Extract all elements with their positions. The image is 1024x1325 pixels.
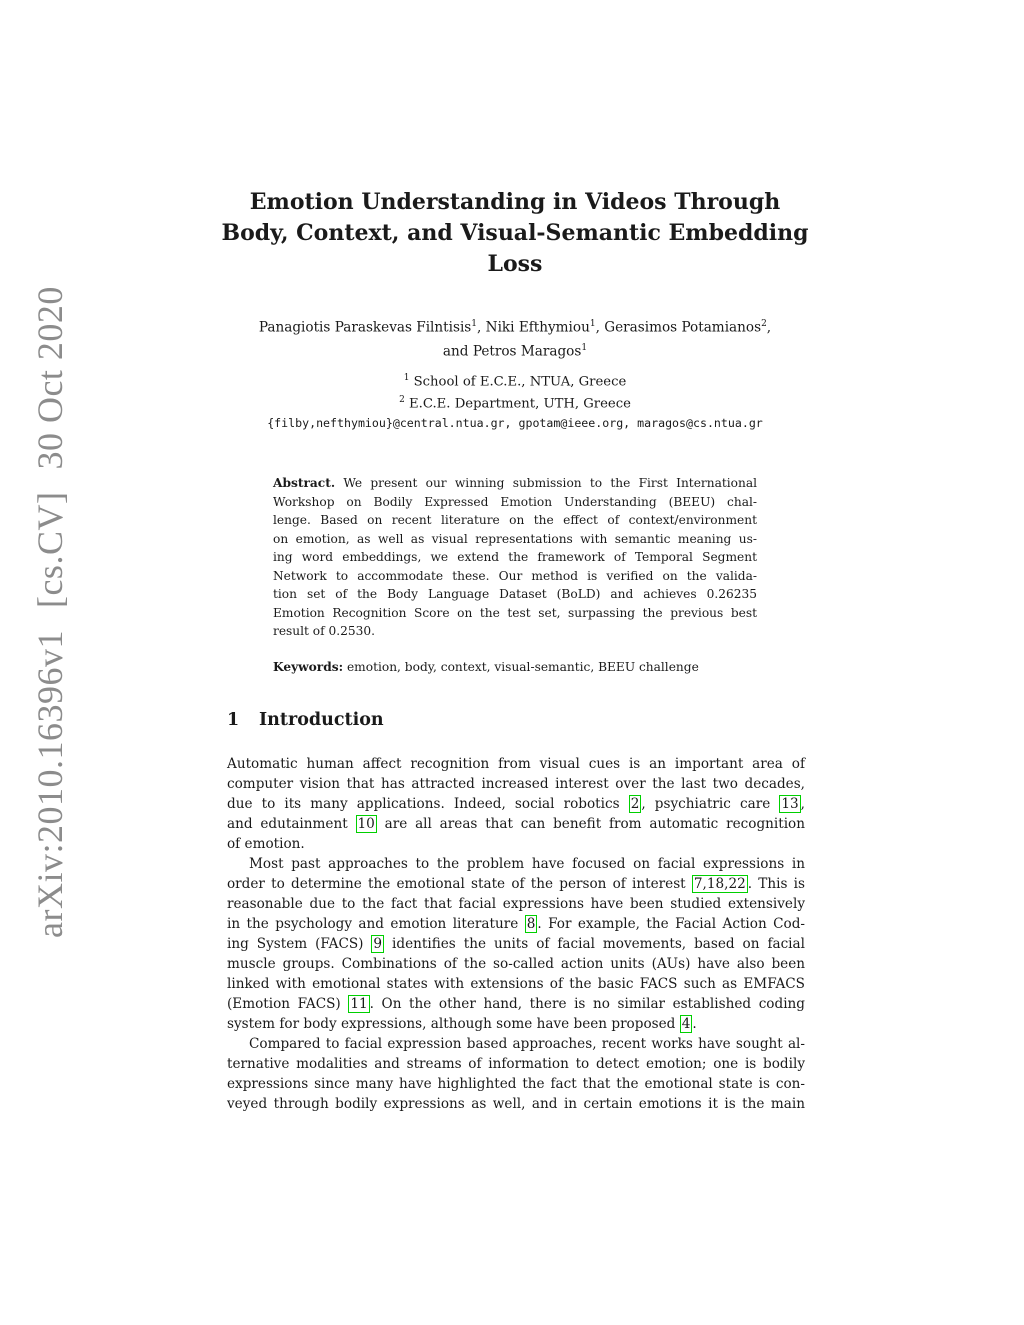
body-line	[227, 914, 805, 934]
citation-link[interactable]: 10	[357, 816, 375, 832]
keywords-label: Keywords:	[273, 660, 344, 674]
arxiv-id: arXiv:2010.16396v1	[30, 630, 70, 938]
keywords	[273, 658, 757, 676]
affiliation-text: School of E.C.E., NTUA, Greece	[413, 374, 627, 390]
keywords-text: emotion, body, context, visual-semantic, BEEU challenge	[346, 660, 699, 674]
citation-link[interactable]: 8	[526, 916, 536, 932]
abstract-line	[273, 474, 757, 493]
citation-link[interactable]: 4	[681, 1016, 691, 1032]
citation-link[interactable]: 2	[630, 796, 640, 812]
body-line: reasonable due to the fact that facial expressions have been studied extensively	[227, 896, 805, 912]
body-text-run: order to determine the emotional state of the person of interest	[227, 876, 692, 892]
abstract-line: Emotion Recognition Score on the test set, surpassing the previous best	[273, 605, 757, 620]
body-line: ternative modalities and streams of information to detect emotion; one is bodily	[227, 1056, 805, 1072]
citation-link[interactable]: 7,18,22	[693, 876, 746, 892]
affiliation-mark: 1	[403, 373, 410, 383]
body-line: Most past approaches to the problem have focused on facial expressions in	[249, 856, 805, 872]
section-heading	[227, 710, 384, 730]
body-line: Compared to facial expression based approaches, recent works have sought al-	[249, 1036, 805, 1052]
affiliations	[200, 369, 830, 432]
body-text-run: ,	[800, 796, 805, 812]
arxiv-date: 30 Oct 2020	[30, 286, 70, 470]
body-line	[227, 1014, 805, 1034]
body-line	[227, 874, 805, 894]
author-name: Gerasimos Potamianos	[604, 319, 762, 336]
body-line: muscle groups. Combinations of the so-called action units (AUs) have also been	[227, 956, 805, 972]
body-line	[227, 934, 805, 954]
body-line	[227, 794, 805, 814]
citation-link[interactable]: 9	[373, 936, 383, 952]
body-line: veyed through bodily expressions as well, and in certain emotions it is the main	[227, 1096, 805, 1112]
body-text	[227, 754, 805, 1114]
author-name: Niki Efthymiou	[485, 319, 590, 336]
body-text-run: , psychiatric care	[641, 796, 780, 812]
affiliation-text: E.C.E. Department, UTH, Greece	[409, 396, 631, 412]
affiliation-line	[200, 369, 830, 391]
author-affiliation-mark: 2	[761, 319, 767, 329]
body-line: linked with emotional states with extensions of the basic FACS such as EMFACS	[227, 976, 805, 992]
affiliation-mark: 2	[399, 395, 405, 406]
body-text-run: in the psychology and emotion literature	[227, 916, 525, 932]
author-affiliation-mark: 1	[581, 342, 588, 353]
abstract-line: Workshop on Bodily Expressed Emotion Understanding (BEEU) chal-	[273, 494, 757, 509]
body-line	[227, 994, 805, 1014]
abstract-label: Abstract.	[273, 476, 336, 490]
body-text-run: (Emotion FACS)	[227, 996, 349, 1012]
citation-link[interactable]: 13	[781, 796, 799, 812]
citation-link[interactable]: 11	[350, 996, 368, 1012]
author-conjunction: and	[442, 343, 473, 360]
body-line: of emotion.	[227, 836, 305, 852]
body-text-run: are all areas that can benefit from automatic recognition	[376, 816, 805, 832]
body-line: Automatic human affect recognition from visual cues is an important area of	[227, 756, 805, 772]
author-name: Panagiotis Paraskevas Filntisis	[258, 319, 472, 336]
author-emails: {filby,nefthymiou}@central.ntua.gr, gpotam@ieee.org, maragos@cs.ntua.gr	[267, 415, 763, 430]
author-name: Petros Maragos	[472, 343, 582, 360]
author-list: Panagiotis Paraskevas Filntisis$^1$, Niki Efthymiou$^1$, Gerasimos Potamianos$^2$, and Petros Maragos$^1$	[258, 319, 772, 360]
body-text-run: due to its many applications. Indeed, social robotics	[227, 796, 629, 812]
abstract-line: on emotion, as well as visual representations with semantic meaning us-	[273, 531, 757, 546]
body-text-run: .	[692, 1016, 697, 1032]
arxiv-identifier-stamp	[30, 0, 70, 938]
body-text-run: . On the other hand, there is no similar established coding	[369, 996, 805, 1012]
author-affiliation-mark: 1	[471, 319, 478, 329]
body-text-run: system for body expressions, although some have been proposed	[227, 1016, 680, 1032]
body-line: computer vision that has attracted increased interest over the last two decades,	[227, 776, 805, 792]
section-number: 1	[227, 710, 240, 730]
title-line: Emotion Understanding in Videos Through	[249, 189, 781, 215]
title-line: Body, Context, and Visual-Semantic Embedding	[221, 220, 809, 246]
abstract-line: Network to accommodate these. Our method is verified on the valida-	[273, 568, 757, 583]
author-affiliation-mark: 1	[589, 319, 596, 329]
arxiv-category: [cs.CV]	[30, 491, 70, 609]
abstract	[273, 474, 757, 641]
body-text-run: identifies the units of facial movements, based on facial	[384, 936, 805, 952]
body-text-run: and edutainment	[227, 816, 356, 832]
paper-title	[200, 187, 830, 280]
abstract-line: tion set of the Body Language Dataset (BoLD) and achieves 0.26235	[273, 587, 757, 601]
body-text-run: ing System (FACS)	[227, 936, 372, 952]
abstract-line: lenge. Based on recent literature on the effect of context/environment	[273, 513, 757, 527]
body-line: expressions since many have highlighted the fact that the emotional state is con-	[227, 1076, 805, 1092]
title-line: Loss	[487, 251, 543, 277]
section-title: Introduction	[259, 710, 384, 730]
abstract-text: We present our winning submission to the First International	[343, 476, 757, 490]
abstract-line: result of 0.2530.	[273, 624, 376, 638]
body-text-run: . For example, the Facial Action Cod-	[537, 916, 805, 932]
abstract-line: ing word embeddings, we extend the framework of Temporal Segment	[273, 550, 757, 564]
affiliation-line	[200, 391, 830, 413]
body-line	[227, 814, 805, 834]
body-text-run: . This is	[747, 876, 805, 892]
